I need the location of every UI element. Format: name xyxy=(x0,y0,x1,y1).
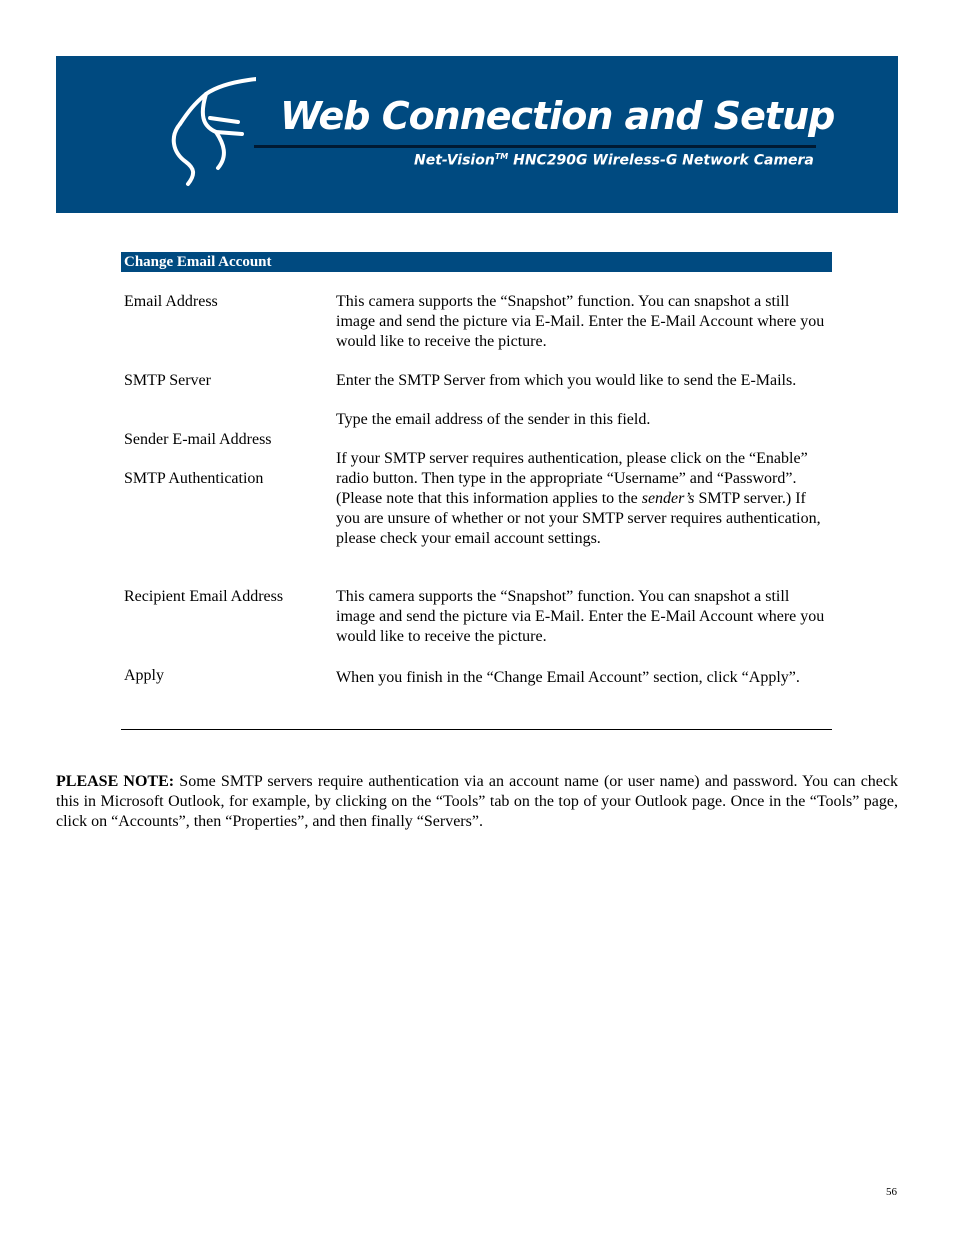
eagle-logo-icon xyxy=(166,74,256,189)
smtp-auth-emphasis: sender’s xyxy=(641,490,695,507)
row-label-smtp-auth: SMTP Authentication xyxy=(124,470,264,487)
row-label-recipient-email: Recipient Email Address xyxy=(124,588,284,605)
please-note-paragraph xyxy=(56,772,898,832)
row-desc-recipient-email: This camera supports the “Snapshot” function. You can snapshot a still image and send the picture via E-Mail. Enter the E-Mail Account where you would like to receive the picture. xyxy=(336,588,825,645)
product-name: HNC290G Wireless-G Network Camera xyxy=(508,152,814,169)
row-label-sender-email: Sender E-mail Address xyxy=(124,431,272,448)
row-desc-sender-email: Type the email address of the sender in this field. xyxy=(336,411,651,428)
product-subtitle xyxy=(414,152,814,169)
section-header: Change Email Account xyxy=(121,252,832,272)
trademark: TM xyxy=(494,152,509,161)
title-underline xyxy=(254,145,816,148)
row-desc-email-address: This camera supports the “Snapshot” function. You can snapshot a still image and send the picture via E-Mail. Enter the E-Mail Account where you would like to receive the picture. xyxy=(336,293,825,350)
row-desc-smtp-server: Enter the SMTP Server from which you would like to send the E-Mails. xyxy=(336,372,797,389)
smtp-auth-text-2: SMTP server.) If you are unsure of whether or not your SMTP server requires authentication, please check your email account settings. xyxy=(336,490,821,547)
row-label-apply: Apply xyxy=(124,667,164,684)
row-desc-smtp-auth xyxy=(336,449,832,549)
page-number: 56 xyxy=(886,1186,897,1198)
row-label-email-address: Email Address xyxy=(124,293,218,310)
section-divider xyxy=(121,729,832,730)
header-banner xyxy=(56,56,898,213)
brand-name: Net-Vision xyxy=(414,152,495,169)
note-text: Some SMTP servers require authentication via an account name (or user name) and password. You can check this in Microsoft Outlook, for example, by clicking on the “Tools” tab on the top of your Outlook page. Once in the “Tools” page, click on “Accounts”, then “Properties”, and then finally “Servers”. xyxy=(56,773,898,830)
smtp-auth-text-1: If your SMTP server requires authentication, please click on the “Enable” radio button. Then type in the appropriate “Username” and “Password”. (Please note that this information applies to the xyxy=(336,450,808,507)
row-desc-apply: When you finish in the “Change Email Account” section, click “Apply”. xyxy=(336,669,800,686)
note-label: PLEASE NOTE: xyxy=(56,773,175,790)
page-title: Web Connection and Setup xyxy=(280,94,835,138)
row-label-smtp-server: SMTP Server xyxy=(124,372,211,389)
